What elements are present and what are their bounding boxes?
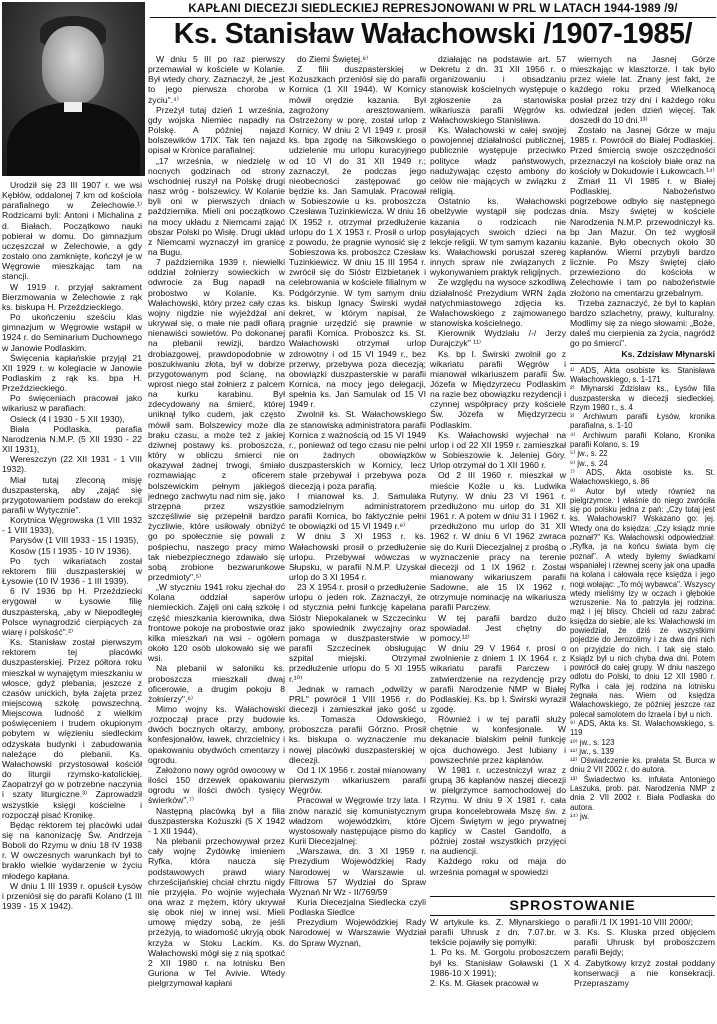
paragraph: działając na podstawie art. 57 Dekretu z dn. 31 XII 1956 r. o organizowaniu i obsadzaniu stanowisk kościelnych występuje o zgłoszenie za stanowiska wikariusza parafii Węgrów ks. Wałachowskiego Stanisława. — [430, 54, 566, 125]
paragraph: Mimo wojny ks. Wałachowski „rozpoczął prace przy budowie dwóch bocznych ołtarzy, ambony, konfesjonałów, ławek, chrzcielnicy i opakowaniu obydwóch cmentarzy i ogrodu. — [148, 704, 285, 765]
paragraph: do Ziemi Świętej.⁸⁾ — [297, 54, 369, 64]
paragraph: Osieck (4 I 1930 - 5 XII 1930), — [10, 413, 125, 424]
portrait-photo — [2, 2, 145, 176]
paragraph: Po ukończeniu sześciu klas gimnazjum w Węgrowie wstąpił w 1924 r. do Seminarium Duchownego w Janowie Podlaskim. — [2, 312, 142, 353]
paragraph: Kuria Diecezjalna Siedlecka czyli Podlaska Siedlce — [289, 896, 426, 918]
paragraph: Zostało na Jasnej Górze w maju 1985 r. Powrócił do Białej Podlaskiej. Przed śmiercią swoje oszczędności przeznaczył na kościoły białe oraz na kościoły w Dokudowie i Łukowcach.¹⁴⁾ — [570, 125, 715, 176]
paragraph: Zwolnił ks. St. Wałachowskiego ze stanowiska administratora parafii Kornica z ważnością od 15 VI 1949 r., ponieważ od tego czasu nie pełni on żadnych obowiązków duszpasterskich w Kornicy, lecz stale przebywał i przebywa poza diecezją i poza parafią. — [289, 409, 426, 491]
paragraph: Biała Podlaska, parafia Narodzenia N.M.P. (5 XII 1930 - 22 XII 1931), — [2, 423, 142, 455]
paragraph: ¹⁰⁾ jw., s. 123 — [570, 737, 615, 747]
paragraph: ¹²⁾ Oświadczenie ks. prałata St. Burca w dniu 2 VII 2002 r. do autora. — [570, 756, 715, 775]
paragraph: Założono nowy ogród owocowy w ilości 150 drzewek opakowaniu ogrodu w ilości dwóch tysięcy świerków".⁷⁾ — [148, 764, 285, 806]
paragraph: W tej parafii bardzo dużo spowiadał. Jest chętny do pomocy.¹²⁾ — [430, 612, 566, 643]
portrait-cassock — [7, 102, 140, 176]
paragraph: Przeżył tutaj dzień 1 września, gdy wojska Niemiec napadły na Polskę. A później najazd bolszewików 17IX. Tak ten najazd opisał w Kronice parafialnej: — [148, 104, 285, 156]
paragraph: Również i w tej parafii służy chętnie w konfesjonale. W dekanacie bialskim pełnił funkcję ojca duchowego. Jest lubiany i powszechnie przez kapłanów. — [430, 714, 566, 765]
paragraph: „17 września, w niedzielę w nocnych godzinach od strony wschodniej ruszył na Polskę drugi nasz wróg - bolszewicy. W Kolanie byli oni w pierwszych dniach października. Mieli oni początkowo na mocy układu z Niemcami zająć obszar Polski po Wisłę. Drugi układ z Niemcami wyznaczył im granicę na Bugu. — [148, 155, 285, 257]
paragraph: wiernych na Jasnej Górze mieszkając w klasztorze. I tak było przez wiele lat. Znany jest fakt, że każdego roku przed Wielkanocą posłał przez trzy dni i każdego roku odwiedzał jeden dzień więcej. Tak doszedł do 10 dni.¹³⁾ — [570, 54, 715, 125]
column-5 — [570, 54, 715, 900]
paragraph: „Warszawa, dn. 3 XI 1959 r. Prezydium Wojewódzkiej Rady Narodowej w Warszawie ul. Filtrowa 57 Wydział do Spraw Wyznań Nr Wz - II/769/59 — [289, 846, 426, 897]
paragraph: Od 1 IX 1956 r. został mianowany pierwszym wikariuszem parafii Węgrów. — [289, 764, 426, 796]
paragraph: Następną placówką był a filia duszpasterska Kożuszki (5 X 1942 - 1 XII 1944). — [148, 805, 285, 836]
paragraph: W 1981 r. uczestniczył wraz z grupą 36 kapłanów naszej diecezji w pielgrzymce samochodowej do Rzymu. W dniu 9 X 1981 r. cała grupa koncelebrowała Mszę św. z Ojcem Świętym w jego prywatnej kaplicy w Castel Gandolfo, a później został wszystkich przyjęci na audiencji. — [430, 764, 566, 857]
paragraph: W dniu 1 III 1939 r. opuścił Łysów i przeniósł się do parafii Kolano (1 III 1939 - 15 X 1942). — [2, 880, 142, 912]
paragraph: 23 X 1954 r. prosił o przedłużenie urlopu o jeden rok. Zaznaczył, że od stycznia pełni funkcję kapelana Sióstr Niepokalanek w Szczecinku jako spowiednik zwyczajny oraz pomaga w duszpasterstwie w parafii Szczecinek obsługując szpital miejski. Otrzymał przedłużenie urlopu do 5 XI 1955 r.¹⁰⁾ — [289, 582, 426, 684]
paragraph: Każdego roku od maja do września pomagał w spowiedzi — [430, 856, 566, 877]
paragraph: Prezydium Wojewódzkiej Rady Narodowej w Warszawie Wydział do Spraw Wyznań, — [289, 917, 426, 948]
paragraph: Wereszczyn (22 XII 1931 - 1 VIII 1932). — [2, 454, 142, 475]
paragraph: ¹⁾ ADS, Akta osobiste ks. Stanisława Wałachowskiego, s. 1-171 — [570, 365, 715, 384]
paragraph: ¹³⁾ Świadectwo ks. infułata Antoniego Laszuka, prob. par. Narodzenia NMP z dnia 2 VII 2002 r. Biała Podlaska do autora. — [570, 774, 715, 812]
correction-title: SPROSTOWANIE — [430, 896, 715, 916]
column-4 — [430, 54, 566, 900]
paragraph: Na plebanii w saloniku ks. proboszcza mieszkali dwaj oficerowie, a drugim pokoju 8 żołnierzy".⁶⁾ — [148, 663, 285, 704]
paragraph: Urodził się 23 III 1907 r. we wsi Kębłów, oddalonej 7 km od kościoła parafialnego w Żelechowie.¹⁾ Rodzicami byli: Antoni i Michalina z d. Białach. Początkowo nauki pobierał w domu. Do gimnazjum uczęszczał w Żelechowie, a gdy zostało ono zamknięte, kończył je w Węgrowie mieszkając tam na stancji. — [2, 180, 142, 282]
paragraph: parafii /1 IX 1991-10 VIII 2000/; — [574, 917, 693, 927]
paragraph: Trzeba zaznaczyć, że był to kapłan bardzo szlachetny, prawy, kulturalny. Modlimy się za niego słowami: „Boże, daleś mu cierpienia za życia, nagródź go po śmierci". — [570, 297, 715, 349]
paragraph: Od 2 III 1960 r. mieszkał w mieście Koźle u ks. Ludwika Rutyny. W dniu 23 VI 1961 r. przedłużono mu urlop do 31 XII 1961 r. A potem w dniu 31 I 1962 r. przedłużono mu urlop do 31 XII 1962 r. W dniu 6 VI 1962 zwraca się do Kurii Diecezjalnej z prośbą o wyznaczenie pracy na terenie diecezji od 1 IX 1962 r. Został mianowany wikariuszem parafii Sadowne, ale 15 IX 1962 r. otrzymuje nominację na wikariusza parafii Parczew. — [430, 470, 566, 613]
paragraph: W 1919 r. przyjął sakrament Bierzmowania w Żelechowie z rąk ks. biskupa H. Przeździeckiego. — [2, 281, 142, 312]
paragraph: 6 IV 1936 bp H. Przeździecki erygował w Łysowie filię duszpasterską, „aby w Niepodległej Polsce wynagrodzić cierpiących za wiarę i polskość".²⁾ — [2, 586, 142, 637]
paragraph: Z filii duszpasterskiej w Kożuszkach przeniósł się do parafii Kornica (1 XII 1944). W Kornicy mówił orędzie kazania. Był zagrożony aresztowaniem. Ostrzeżony w porę, został urlop z Kornicy. W dniu 2 VI 1949 r. prosił ks. bpa zgodę na Siłkowskiego o udzielenie mu urlopu kuracyjnego od 10 VI do 31 XII 1949 r.; zaznaczył, że podczas jego nieobecności zastępować go będzie ks. Jan Samulak. Pracował w Sobieszowie u ks. proboszcza Czesława Tuzinkiewicza. W dniu 16 IX 1952 r. otrzymał przedłużenie urlopu do 1 X 1953 r. Prosił o urlop z powodu, że pragnie wynosić się z Sobieszowa ks. proboszcz Czesław Tuzinkiewicz. W dniu 15 III 1954 r. zwrócił się do Sióstr Elżbietanek i celebrowania w kościele filialnym w Podgórzynie. W tym samym dniu ks. biskup Ignacy Świrski wydał dekret, w którym napisał, że pragnie urzędzić się prawnie w parafii Kornica. Proboszcz ks. St. Wałachowski otrzymał urlop zdrowotny i od 15 VI 1949 r., bez przerwy, przebywa poza diecezją; obowiązki duszpasterskie w parafii Kornica, na mocy jego delegacji, spełnia ks. Jan Samulak od 15 VI 1949 r. — [289, 64, 426, 410]
paragraph: Miał tutaj zleconą misję duszpasterską, aby „zająć się przygotowaniem podstaw do erekcji parafii w Wytycznie". — [2, 474, 142, 515]
article-title: Ks. Stanisław Wałachowski /1907-1985/ — [173, 18, 693, 50]
paragraph: W artykule ks. Z. Młynarskiego o parafii Uhrusk z dn. 7.07.br. w tekście pojawiły się pomyłki: — [430, 917, 570, 948]
paragraph: Będąc rektorem tej placówki udał się na kanonizację Św. Andrzeja Boboli do Rzymu w dniu 18 IV 1938 r. W owczesnych warunkach był to brakło wielkie wydarzenie w życiu młodego kapłana. — [2, 819, 142, 881]
paragraph: ⁵⁾ jw., s. 22 — [570, 449, 608, 459]
paragraph: ⁹⁾ ADS, Akta ks. St. Wałachowskiego, s. 119 — [570, 718, 715, 738]
paragraph: ³⁾ Archiwum parafii Łysów, kronika parafialna, s. 1-10 — [570, 412, 715, 431]
paragraph: Kosów (15 I 1935 - 10 IV 1936). — [10, 545, 132, 556]
correction-left — [430, 917, 570, 1023]
correction-right — [574, 917, 715, 1023]
footnotes — [570, 363, 715, 822]
paragraph: ⁷⁾ ADS, Akta osobiste ks. St. Wałachowskiego, s. 86 — [570, 467, 715, 487]
paragraph: W dniu 5 III po raz pierwszy przemawiał w kościele w Kolanie. Był wtedy chory. Zaznaczył, że „jest to jego pierwsza choroba w życiu".⁴⁾ — [148, 54, 285, 105]
paragraph: Ks. Wałachowski wyjechał na urlop i od 22 XII 1959 r. zamieszkał w Sobieszowie k. Jeleniej Góry. Urlop otrzymał do 1 XII 1960 r. — [430, 429, 566, 471]
paragraph: 7 października 1939 r. niewielki oddział żołnierzy sowieckich w odwrocie za Bug napadł na probostwo w Kolanie. Ks. Wałachowski, który przez cały czas wojny nigdzie nie wyjeżdżał ani ukrywał się, o małe nie padł ofiarą nienawiści sowietów. Po dokonanej na plebanii rewizji, bardzo drobiazgowej, prawdopodobnie w poszukiwaniu złota, był w dobrze przygotowanym pod ścianę, na wprost niego stał żołnierz z palcem na kurku karabinu. Był zdecydowany na śmierć, której uniknął tylko cudem, jak często mówił sam. Bolszewicy może dla braku czasu, a może też z jakiej dziwnej postawy ks. proboszcza, który w obliczu śmierci nie okazywał żadnej trwogi, śmiało rozmawiając z oficerem bolszewickim pełnym jakiegoś jednego zachwytu nad nim się, jako strzępna przez wszystkie szczęśliwie się przepełnił bardzo życzliwie, które usiłowały obniżyć go po społecznie się powali z pośpiechu, naszego pracy mimo tak niebezpiecznego zdawało się sobą zrobione bezwarunkowe przedmioty".⁵⁾ — [148, 257, 285, 582]
paragraph: W dniu 3 XI 1953 r. ks. Wałachowski prosił o przedłużenie urlopu. Przebywał wówczas w Słupsku, w parafii N.M.P. Uzyskał urlop do 3 XI 1954 r. — [289, 531, 426, 582]
paragraph: Jednak w ramach „odwilży w PRL" powrócił 1 VIII 1956 r. do diecezji i zamieszkał jako gość u ks. Tomasza Odowskiego, proboszcza parafii Górzno. Prosił ks. biskupa o wyznaczenie mu nowej placówki duszpasterskiej w diecezji. — [289, 683, 426, 765]
paragraph: 4. Zabytkowy krzyż został poddany konserwacji a nie konsekracji. Przepraszamy — [574, 957, 715, 988]
paragraph: „W styczniu 1941 roku zjechał do Kolana oddział saperów niemieckich. Zajęli oni całą szkołę i część mieszkania kierownika, dwa frontowe pokoje na probostwie oraz kilka mieszkań na wsi - ogółem około 120 osób ulokowało się we wsi. — [148, 582, 285, 664]
paragraph: Ks. Wałachowski w całej swojej powojennej działalności publicznej, publicznie występuje przeciwko polityce władz państwowych, nadużywając często ambony do celów nie mających w związku z religią. — [430, 125, 566, 197]
portrait-collar — [64, 102, 82, 112]
paragraph: ²⁾ Młynarski Zdzisław ks., Łysów filia duszpasterska w diecezji siedleckiej. Rzym 1980 r., s. 4 — [570, 384, 715, 412]
paragraph: ¹⁴⁾ jw. — [570, 811, 590, 821]
paragraph: Po tych wikariatach został rektorem filii duszpasterskiej w Łysowie (10 IV 1936 - 1 III 1939). — [2, 555, 142, 587]
series-heading: KAPŁANI DIECEZJI SIEDLECKIEJ REPRESJONOWANI W PRL W LATACH 1944-1989 /9/ — [150, 3, 716, 18]
paragraph: ⁴⁾ Archiwum parafii Kolano, Kronika parafii Kolano, s. 19 — [570, 430, 715, 450]
paragraph: Ks. Zdzisław Młynarski — [621, 348, 715, 359]
paragraph: W dniu 29 V 1964 r. prosi o zwolnienie z dniem 1 IX 1964 r. z wikariatu parafii Parczew i zatwierdzenie na rezydencję przy parafii Narodzenie NMP w Białej Podlaskiej. Ks. bp I. Świrski wyraził zgodę. — [430, 643, 566, 714]
paragraph: ⁸⁾ Autor był wtedy również na pielgrzymce. I właśnie do niego zwróciła się po polsku jedna z pań: „Czy tutaj jest ks. Wałachowski? Wskazano go: jej. Wtedy ona do księdza: „Czy ksiądz mnie poznał?" Ks. Wałachowski odpowiedział: „Ryfka, ja na końcu świata bym cię poznał". A wtedy byłemy świadkami wspaniałej i rzewnej sceny jak ona upadła na kolana i całowała ręce księdza i jego nogi wołając: „To mój wybawca". Wszyscy wtedy mieliśmy łzy w oczach i głębokie wzruszenie. Na to patrzyła jej rodzina: mąż i jej bliscy. Chcieli od razu zabrać księdza do siebie, ale ks. Wałachowski im powiedział, że dziś ze wszystkimi pojedzie do Jerozolimy i za dwa dni nich on przyjdzie do nich. I tak się stało. Ksiądz był u nich chyba dwa dni. Potem powrócił do całej grupy. W dniu naszego odlotu do Polski, to dniu 12 XII 1980 r. Ryfka i cała jej rodzina na lotnisku żegnała nas. Wiem od księdza Wałachowskiego, że później jeszcze raz polecał samolotem do Izraela i był u nich. — [570, 486, 715, 719]
portrait-face — [42, 26, 104, 104]
paragraph: Zmarł 11 VI 1985 r. w Białej Podlaskiej. Nabożeństwo pogrzebowe odbyło się następnego dnia. Mszy świętej w kościele Narodzenia N.M.P. przewodniczył ks. bp Jan Mazur. On też wygłosił kazanie. Było obecnych około 30 kapłanów. Wierni przybyli bardzo licznie. Po Mszy świętej ciało przewieziono do kościoła w Żelechowie i tam po nabożeństwie złożono na cmentarzu grzebalnym. — [570, 175, 715, 298]
paragraph: Parysów (1 VIII 1933 - 15 I 1935), — [10, 535, 139, 546]
paragraph: I mianował ks. J. Samulaka samodzielnym administratorem parafii Kornica, bo faktycznie pełni te obowiązki od 15 VI 1949 r.⁹⁾ — [289, 490, 426, 532]
paragraph: 2. Ks. M. Głasek pracował w — [430, 977, 539, 988]
paragraph: Kierownik Wydziału /-/ Jerzy Durajczyk" ¹¹⁾ — [430, 328, 566, 349]
paragraph: Ze względu na wysoce szkodliwą działalność Prezydium WRN żąda natychmiastowego zdjęcia ks. Wałachowskiego z zajmowanego stanowiska kościelnego. — [430, 277, 566, 329]
column-2 — [148, 54, 285, 1022]
paragraph: Pracował w Węgrowie trzy lata. I znów narazić się komunistycznym władzom wojewódzkim, które wystosowały następujące pismo do Kurii Diecezjalnej: — [289, 795, 426, 847]
paragraph: Po święceniach pracował jako wikariusz w parafiach: — [2, 393, 142, 414]
paragraph: 3. Ks. S. Kluska przed objęciem parafii Uhrusk był proboszczem parafii Bejdy; — [574, 927, 715, 958]
paragraph: 1. Po ks. M. Gorgolu proboszczem był ks. Stanisław Goławski (1 X 1986-10 X 1991); — [430, 947, 570, 978]
paragraph: Ks. Stanisław został pierwszym rektorem tej placówki duszpasterskiej. Przez półtora roku mieszkał w wynajętym mieszkaniu w włosce, gdyż plebania, jeszcze z czasów unickich, była zajęta przez miejscową szkołę powszechną. Miejscowa ludność z wielkim poświęceniem i trudem okupionym pobytem w więzieniu siedleckim odzyskała budynki i zabudowania należące do plebanii. Ks. Wałachowski przystosował kościół do liturgii rzymsko-katolickiej. Zaopatrzył go w potrzebne naczynia i szaty liturgiczne.³⁾ Zaprowadził wszystkie księgi kościelne i rozpoczął pisać Kronikę. — [2, 637, 142, 820]
paragraph: Święcenia kapłańskie przyjął 21 XII 1929 r. w kolegiacie w Janowie Podlaskim z rąk ks. bpa H. Przeździeckiego. — [2, 352, 142, 394]
paragraph: ¹¹⁾ jw., s. 139 — [570, 746, 614, 756]
column-3 — [289, 54, 426, 1022]
column-5-body — [570, 54, 715, 359]
paragraph: Korytnica Węgrowska (1 VIII 1932 - 1 VIII 1933), — [2, 515, 142, 536]
column-1 — [2, 180, 142, 1022]
paragraph: Ks. bp I. Świrski zwolnił go z wikariatu parafii Węgrów i mianował wikariuszem parafii Św. Józefa w Międzyrzecu Podlaskim na razie bez obowiązku rezydencji i czynnej współpracy przy kościele Św. Józefa w Międzyrzecu Podlaskim. — [430, 348, 566, 430]
paragraph: Ostatnio ks. Wałachowski obelżywie wystąpił się podczas kazania o rodzicach nie posyłających swoich dzieci na lekcje religii. W tym samym kazaniu ks. Wałachowski poruszał szereg innych spraw nie związanych z wykonywaniem praktyk religijnych. — [430, 196, 566, 278]
paragraph: Na plebanii przechowywał przez cały wojnę Żydówkę imieniem Ryfka, która naucza się podstawowych prawd wiary chrześcijańskiej chciał chrztu nigdy nie przyjęła. Po wojnie wyjechała ona wraz z mężem, który ukrywał się obok niej w innej wsi. Mieli umowę między sobą, że jeśli przeżyją, to wiadomość ukryją obok krzyża w Stoku Lackim. Ks. Wałachowski mógł się z nią spotkać 2 XII 1980 r. na lotnisku Ben Guriona w Tel Avivie. Wtedy pielgrzymował kapłani — [148, 836, 285, 989]
paragraph: ⁶⁾ jw., s. 24 — [570, 458, 608, 468]
